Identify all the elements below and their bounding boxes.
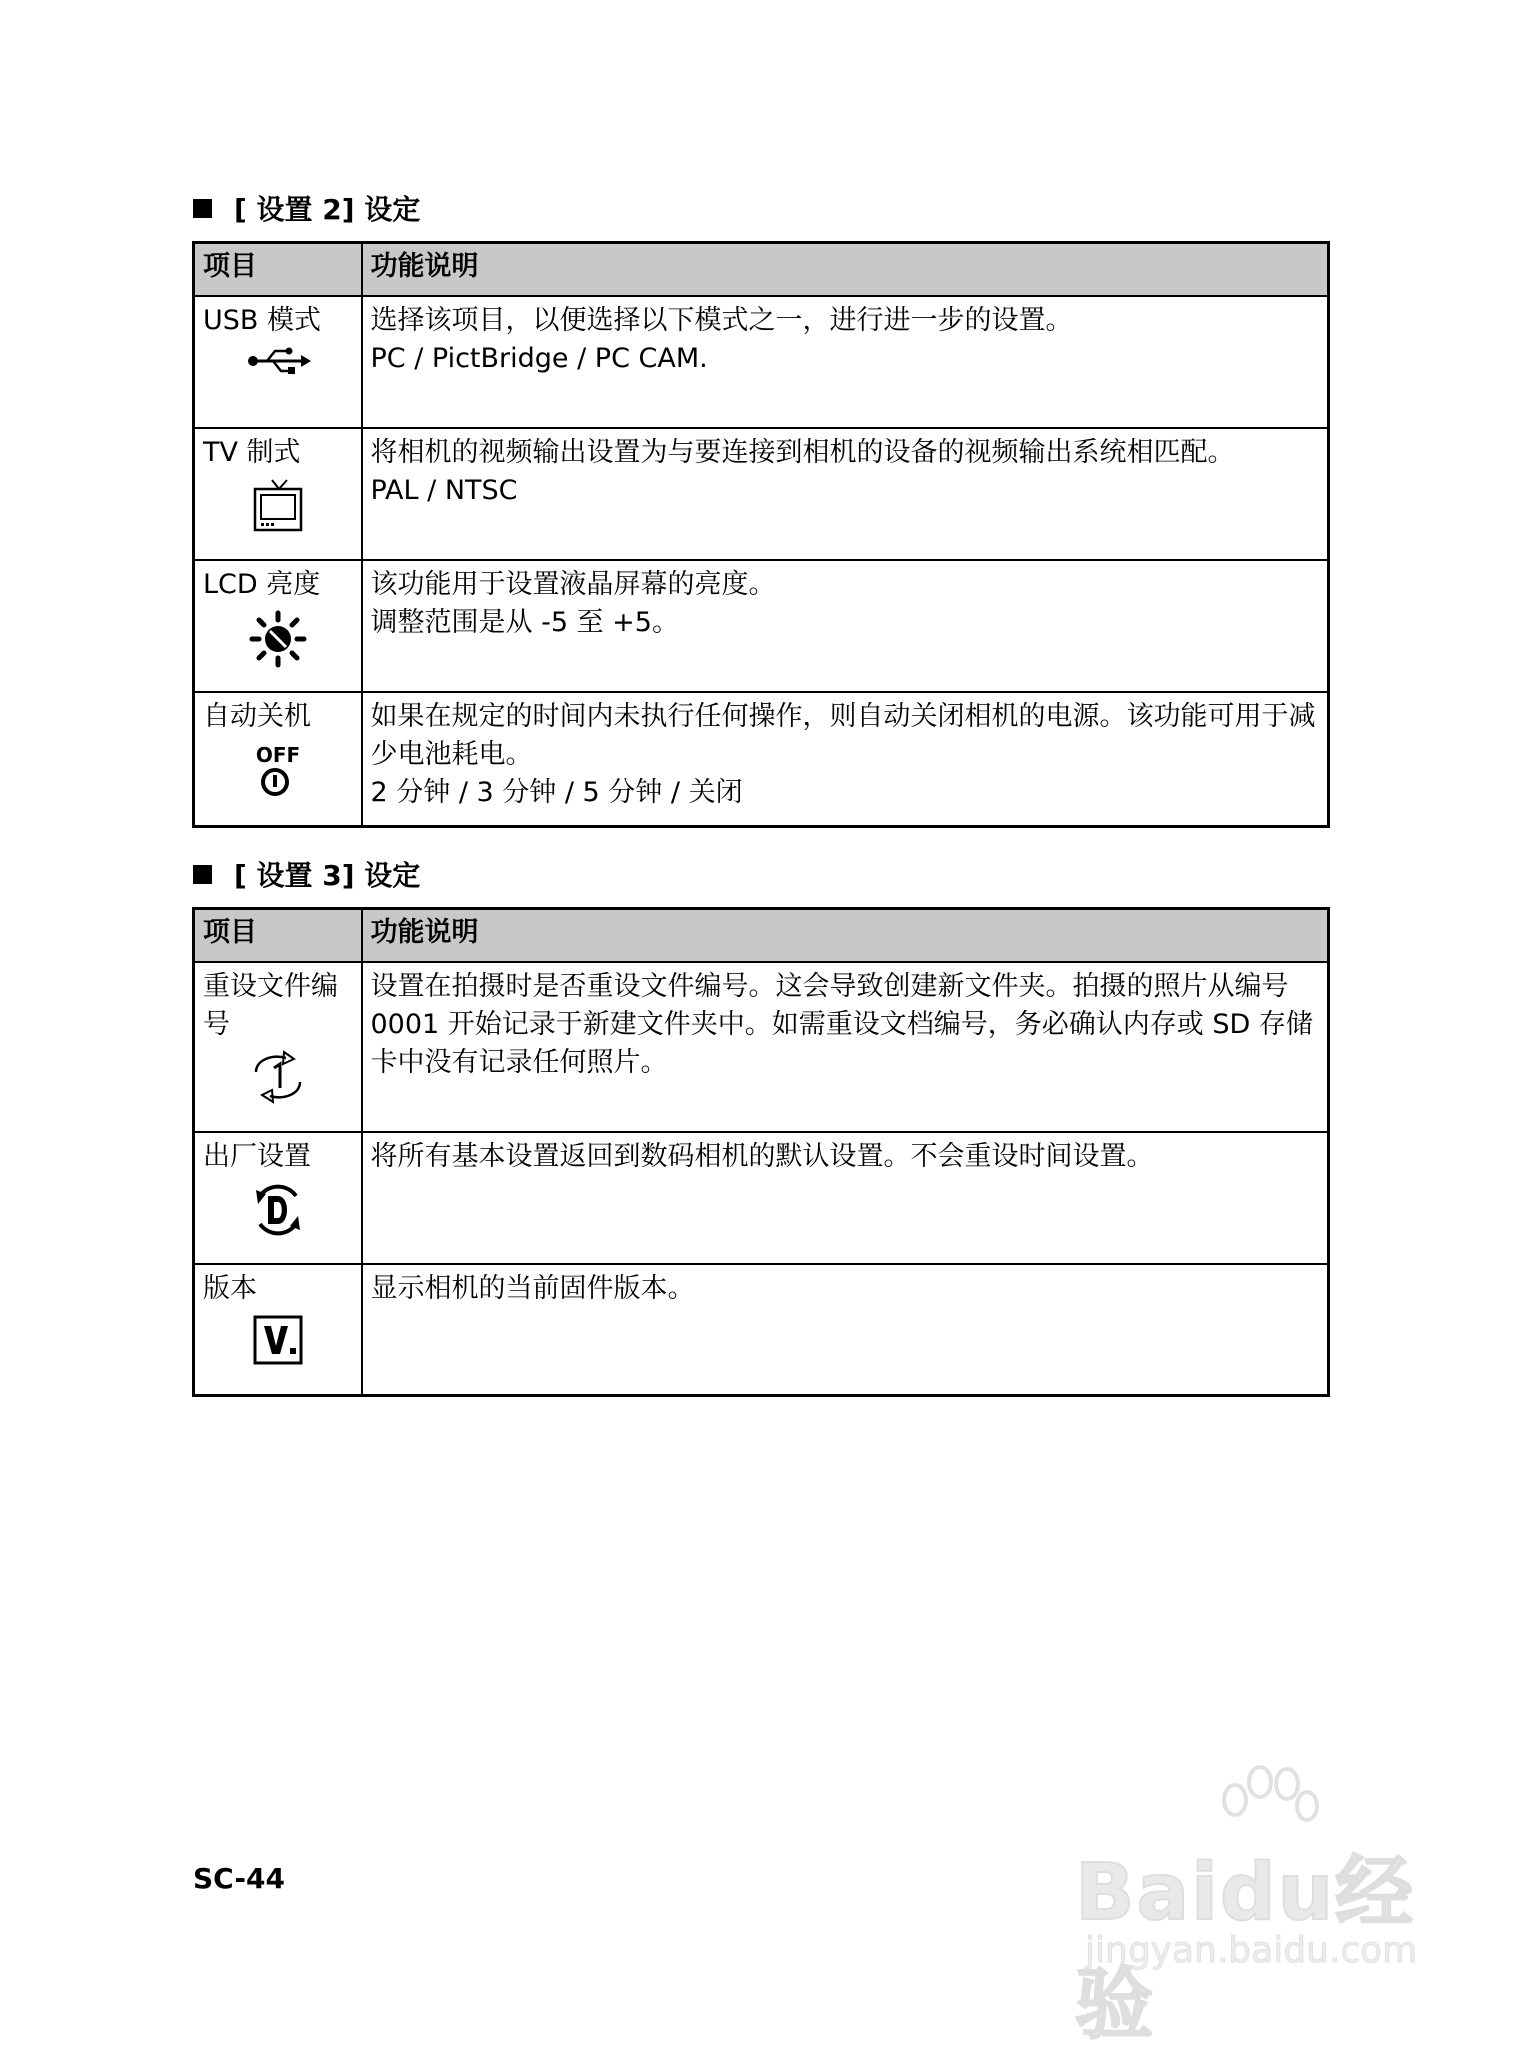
tv-icon bbox=[203, 478, 353, 532]
header-item: 项目 bbox=[194, 909, 362, 963]
auto-off-icon bbox=[203, 742, 353, 798]
brightness-icon bbox=[203, 610, 353, 668]
item-cell bbox=[194, 1264, 362, 1395]
table-row bbox=[194, 428, 1329, 560]
description-text: 显示相机的当前固件版本。 bbox=[370, 1273, 695, 1304]
section-heading-text: [ 设置 3] 设定 bbox=[234, 859, 421, 892]
watermark bbox=[1075, 1760, 1435, 2050]
item-cell bbox=[194, 692, 362, 826]
page-number: SC-44 bbox=[193, 1862, 285, 1895]
description-text: 设置在拍摄时是否重设文件编号。这会导致创建新文件夹。拍摄的照片从编号 0001 开始记录于新建文件夹中。如需重设文档编号，务必确认内存或 SD 存储卡中没有记录任何照片。 bbox=[370, 971, 1313, 1078]
header-description: 功能说明 bbox=[362, 243, 1329, 297]
square-bullet-icon bbox=[193, 865, 212, 884]
item-cell bbox=[194, 962, 362, 1132]
description-cell bbox=[362, 428, 1329, 560]
section-heading-setup3 bbox=[193, 854, 420, 894]
description-text: 该功能用于设置液晶屏幕的亮度。 bbox=[370, 569, 776, 600]
file-number-reset-icon bbox=[203, 1050, 353, 1104]
description-options: PC / PictBridge / PC CAM. bbox=[370, 343, 708, 374]
description-text: 将所有基本设置返回到数码相机的默认设置。不会重设时间设置。 bbox=[370, 1141, 1154, 1172]
table-row bbox=[194, 962, 1329, 1132]
section-heading-setup2 bbox=[193, 188, 420, 228]
item-name: USB 模式 bbox=[203, 305, 322, 336]
table-row bbox=[194, 296, 1329, 428]
setup3-table bbox=[192, 907, 1330, 1397]
description-cell bbox=[362, 962, 1329, 1132]
section-heading-text: [ 设置 2] 设定 bbox=[234, 193, 421, 226]
item-cell bbox=[194, 1132, 362, 1264]
description-range: 调整范围是从 -5 至 +5。 bbox=[370, 607, 679, 638]
description-cell bbox=[362, 1264, 1329, 1395]
watermark-brand: Baidu经验 bbox=[1075, 1848, 1416, 2050]
factory-reset-icon bbox=[203, 1182, 353, 1238]
auto-off-label: OFF bbox=[255, 743, 300, 767]
item-cell bbox=[194, 560, 362, 692]
table-row bbox=[194, 692, 1329, 826]
version-icon bbox=[203, 1314, 353, 1366]
item-name: TV 制式 bbox=[203, 437, 301, 468]
description-options: PAL / NTSC bbox=[370, 475, 518, 506]
square-bullet-icon bbox=[193, 199, 212, 218]
item-name: LCD 亮度 bbox=[203, 569, 321, 600]
description-cell bbox=[362, 1132, 1329, 1264]
table-header-row bbox=[194, 243, 1329, 297]
item-cell bbox=[194, 428, 362, 560]
item-name: 自动关机 bbox=[203, 701, 311, 732]
description-text: 将相机的视频输出设置为与要连接到相机的设备的视频输出系统相匹配。 bbox=[370, 437, 1235, 468]
table-header-row bbox=[194, 909, 1329, 963]
description-cell bbox=[362, 296, 1329, 428]
table-row bbox=[194, 1264, 1329, 1395]
header-item: 项目 bbox=[194, 243, 362, 297]
description-text: 如果在规定的时间内未执行任何操作，则自动关闭相机的电源。该功能可用于减少电池耗电。 bbox=[370, 701, 1316, 770]
item-name: 版本 bbox=[203, 1273, 257, 1304]
item-name: 出厂设置 bbox=[203, 1141, 311, 1172]
setup2-table bbox=[192, 241, 1330, 828]
watermark-url: jingyan.baidu.com bbox=[1085, 1930, 1418, 1971]
description-cell bbox=[362, 560, 1329, 692]
usb-icon bbox=[203, 346, 353, 376]
item-cell bbox=[194, 296, 362, 428]
description-text: 选择该项目，以便选择以下模式之一，进行进一步的设置。 bbox=[370, 305, 1073, 336]
table-row bbox=[194, 1132, 1329, 1264]
header-description: 功能说明 bbox=[362, 909, 1329, 963]
description-options: 2 分钟 / 3 分钟 / 5 分钟 / 关闭 bbox=[370, 777, 743, 808]
description-cell bbox=[362, 692, 1329, 826]
item-name: 重设文件编号 bbox=[203, 971, 338, 1040]
table-row bbox=[194, 560, 1329, 692]
